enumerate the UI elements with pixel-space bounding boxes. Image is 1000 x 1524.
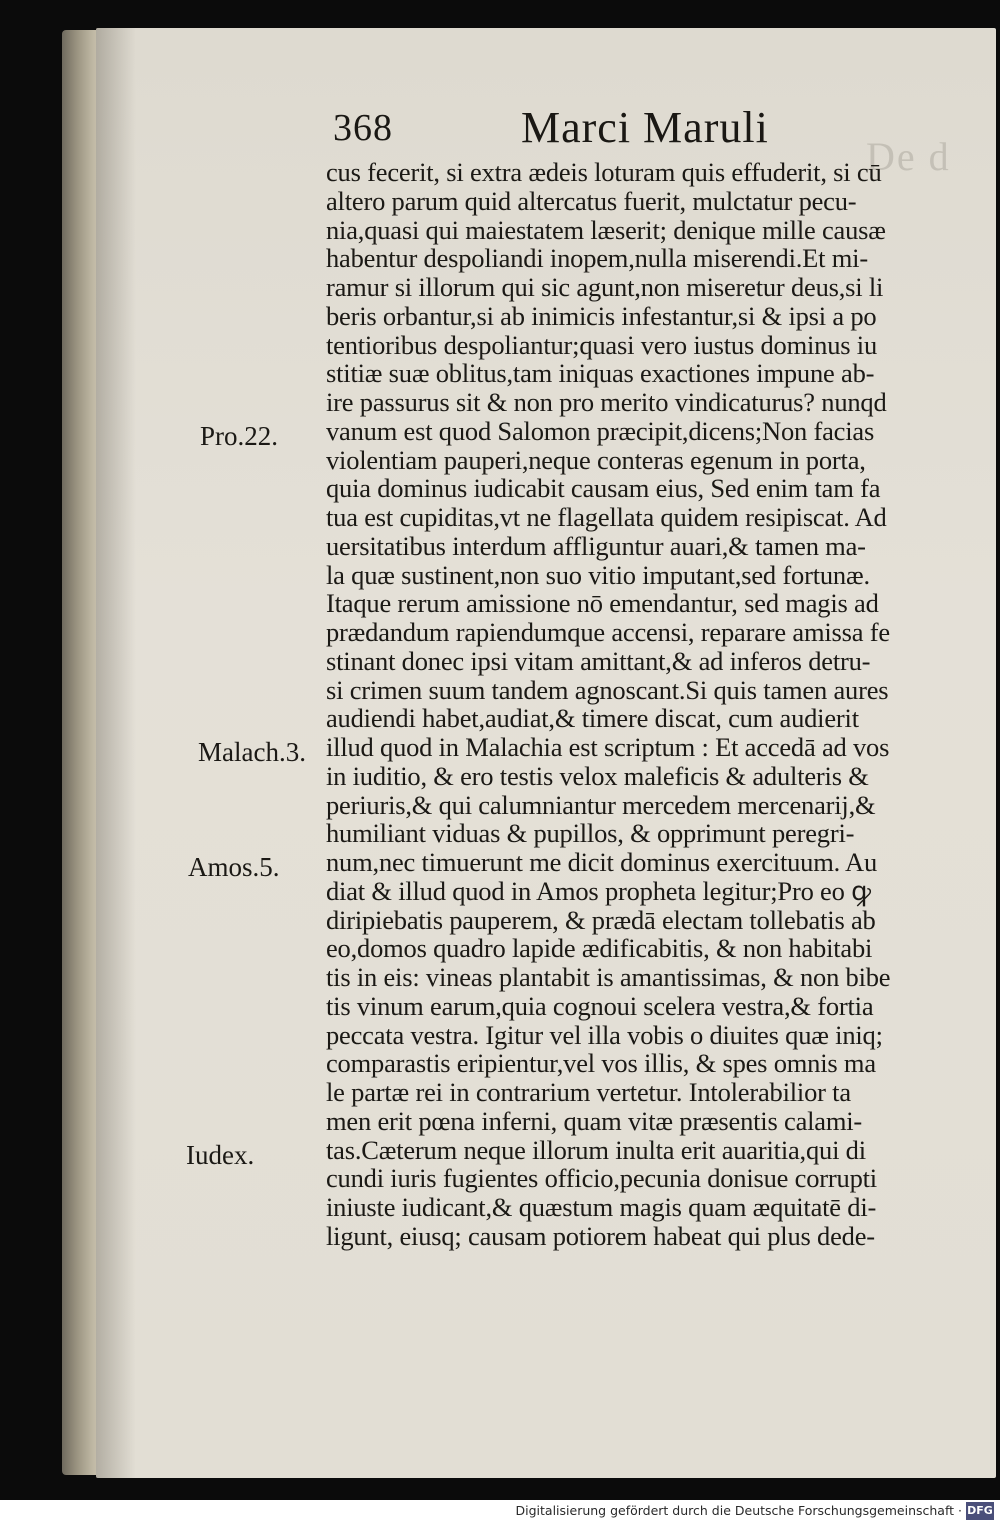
text-line: habentur despoliandi inopem,nulla miserendi.Et mi- bbox=[326, 243, 868, 274]
text-line: periuris,& qui calumniantur mercedem mercenarij,& bbox=[326, 789, 876, 820]
text-line: num,nec timuerunt me dicit dominus exercituum. Au bbox=[326, 847, 878, 877]
text-line: quia dominus iudicabit causam eius, Sed enim tam fa bbox=[326, 473, 881, 504]
text-line: le partæ rei in contrarium vertetur. Intolerabilior ta bbox=[326, 1077, 851, 1107]
text-line: stinant donec ipsi vitam amittant,& ad inferos detru- bbox=[326, 645, 871, 676]
text-line: nia,quasi qui maiestatem læserit; denique mille causæ bbox=[326, 214, 886, 245]
text-line: men erit pœna inferni, quam vitæ præsentis calami- bbox=[326, 1105, 863, 1136]
text-line: cundi iuris fugientes officio,pecunia donisue corrupti bbox=[326, 1163, 877, 1194]
text-line: altero parum quid altercatus fuerit, mulctatur pecu- bbox=[326, 185, 857, 216]
text-line: audiendi habet,audiat,& timere discat, cum audierit bbox=[326, 703, 859, 734]
text-line: ligunt, eiusq; causam potiorem habeat qui plus dede- bbox=[326, 1220, 875, 1251]
text-line: prædandum rapiendumque accensi, reparare amissa fe bbox=[326, 617, 890, 647]
running-head bbox=[333, 102, 933, 154]
text-line: eo,domos quadro lapide ædificabitis, & non habitabi bbox=[326, 933, 873, 964]
text-line: si crimen suum tandem agnoscant.Si quis tamen aures bbox=[326, 674, 889, 705]
body-text bbox=[326, 158, 966, 1251]
text-line: tentioribus despoliantur;quasi vero iustus dominus iu bbox=[326, 329, 878, 360]
text-line: violentiam pauperi,neque conteras egenum in porta, bbox=[326, 444, 866, 475]
text-line: in iuditio, & ero testis velox maleficis & adulteris & bbox=[326, 760, 869, 791]
text-line: diat & illud quod in Amos propheta legitur;Pro eo ꝙ bbox=[326, 875, 871, 906]
text-line: peccata vestra. Igitur vel illa vobis o diuites quæ iniq; bbox=[326, 1019, 883, 1050]
running-head-title: Marci Maruli bbox=[521, 103, 769, 152]
page-number: 368 bbox=[333, 107, 393, 149]
text-line: humiliant viduas & pupillos, & opprimunt peregri- bbox=[326, 818, 855, 849]
text-line: ramur si illorum qui sic agunt,non miseretur deus,si li bbox=[326, 272, 884, 302]
margin-note: Amos.5. bbox=[188, 852, 280, 882]
footer-credit: Digitalisierung gefördert durch die Deutsche Forschungsgemeinschaft · bbox=[515, 1503, 962, 1518]
text-line: la quæ sustinent,non suo vitio imputant,sed fortunæ. bbox=[326, 559, 870, 590]
text-line: tis in eis: vineas plantabit is amantissimas, & non bibe bbox=[326, 962, 891, 992]
bleed-through-text: De d bbox=[866, 134, 951, 179]
text-line: tua est cupiditas,vt ne flagellata quidem resipiscat. Ad bbox=[326, 502, 887, 532]
text-line: Itaque rerum amissione nō emendantur, sed magis ad bbox=[326, 588, 879, 619]
text-line: illud quod in Malachia est scriptum : Et accedā ad vos bbox=[326, 732, 890, 762]
dfg-logo: DFG bbox=[966, 1502, 994, 1520]
footer-bar bbox=[0, 1500, 1000, 1524]
text-line: ire passurus sit & non pro merito vindicaturus? nunqd bbox=[326, 387, 887, 417]
text-line: diripiebatis pauperem, & prædā electam tollebatis ab bbox=[326, 904, 876, 935]
text-line: tis vinum earum,quia cognoui scelera vestra,& fortia bbox=[326, 990, 874, 1021]
text-line: comparastis eripientur,vel vos illis, & spes omnis ma bbox=[326, 1048, 876, 1079]
margin-note: Pro.22. bbox=[200, 420, 279, 451]
margin-note: Iudex. bbox=[186, 1139, 255, 1170]
text-line: iniuste iudicant,& quæstum magis quam æquitatē di- bbox=[326, 1192, 877, 1222]
text-line: beris orbantur,si ab inimicis infestantur,si & ipsi a po bbox=[326, 300, 877, 331]
text-line: tas.Cæterum neque illorum inulta erit auaritia,qui di bbox=[326, 1134, 866, 1165]
text-line: uersitatibus interdum affliguntur auari,& tamen ma- bbox=[326, 530, 866, 561]
margin-note: Malach.3. bbox=[198, 737, 306, 767]
text-line: cus fecerit, si extra ædeis loturam quis effuderit, si cū bbox=[326, 157, 882, 187]
text-line: stitiæ suæ oblitus,tam iniquas exactiones impune ab- bbox=[326, 358, 875, 389]
text-line: vanum est quod Salomon præcipit,dicens;Non facias bbox=[326, 415, 875, 446]
